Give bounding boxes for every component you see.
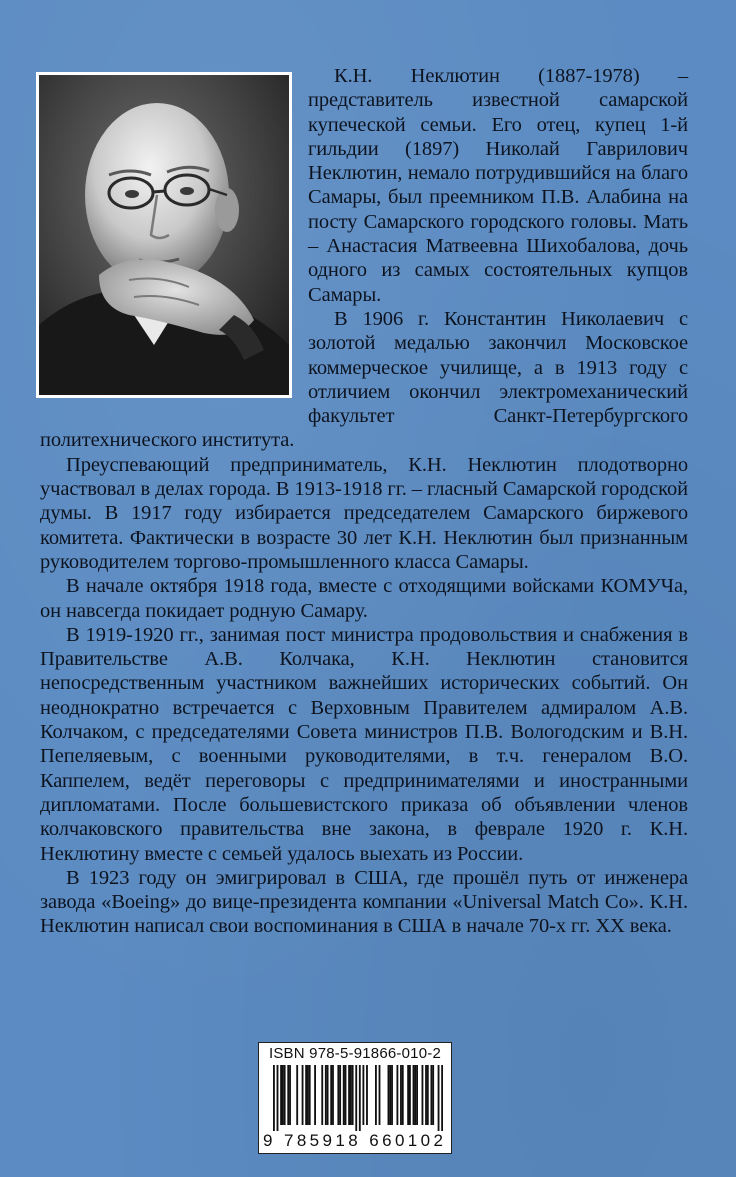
isbn-label: ISBN 978-5-91866-010-2 bbox=[268, 1045, 441, 1062]
barcode-bar bbox=[355, 1065, 357, 1131]
barcode-bar bbox=[330, 1065, 332, 1125]
barcode-bar bbox=[362, 1065, 364, 1125]
isbn-barcode bbox=[258, 1042, 452, 1154]
barcode-bar bbox=[273, 1065, 275, 1131]
barcode-bar bbox=[289, 1065, 291, 1125]
barcode-bars bbox=[273, 1065, 443, 1131]
barcode-bar bbox=[427, 1065, 429, 1125]
barcode-bar bbox=[388, 1065, 390, 1125]
barcode-bar bbox=[307, 1065, 309, 1125]
barcode-bar bbox=[389, 1065, 391, 1125]
barcode-bar bbox=[379, 1065, 381, 1125]
barcode-bar bbox=[438, 1065, 440, 1131]
barcode-bar bbox=[432, 1065, 434, 1125]
barcode-bar bbox=[321, 1065, 323, 1125]
barcode-bar bbox=[332, 1065, 334, 1125]
barcode-bar bbox=[414, 1065, 416, 1125]
barcode-bar bbox=[337, 1065, 339, 1125]
barcode-bar bbox=[425, 1065, 427, 1125]
barcode-bar bbox=[287, 1065, 289, 1125]
barcode-bar bbox=[314, 1065, 316, 1125]
paragraph-5: В 1919-1920 гг., занимая пост министра продовольствия и снабжения в Правительстве А.В. Колчака, К.Н. Неклютин становится непосредственным участником важнейших исторических событий. Он неоднократно встречается с Верховным Правителем адмиралом А.В. Колчаком, с председателями Совета министров П.В. Вологодским и В.Н. Пепеляевым, с военными руководителями, в т.ч. генералом В.О. Каппелем, ведёт переговоры с предпринимателями и иностранными дипломатами. После большевистского приказа об объявлении членов колчаковского правительства вне закона, в феврале 1920 г. К.Н. Неклютину вместе с семьей удалось выехать из России. bbox=[40, 623, 688, 865]
barcode-bar bbox=[339, 1065, 341, 1125]
barcode-bar bbox=[350, 1065, 352, 1125]
paragraph-1: К.Н. Неклютин (1887-1978) – представитель известной самарской купеческой семьи. Его отец, купец 1-й гильдии (1897) Николай Гаврилович Неклютин, немало потрудившийся на благо Самары, был преемником П.В. Алабина на посту Самарского городского головы. Мать – Анастасия Матвеевна Шихобалова, дочь одного из самых состоятельных купцов Самары. bbox=[308, 65, 688, 306]
barcode-bar bbox=[284, 1065, 286, 1125]
barcode-bar bbox=[413, 1065, 415, 1125]
barcode-bar bbox=[325, 1065, 327, 1125]
paragraph-4: В начале октября 1918 года, вместе с отходящими войсками КОМУЧа, он навсегда покидает родную Самару. bbox=[40, 575, 688, 622]
barcode-bar bbox=[302, 1065, 304, 1125]
barcode-bar bbox=[309, 1065, 311, 1125]
barcode-bar bbox=[282, 1065, 284, 1125]
barcode-bar bbox=[409, 1065, 411, 1125]
barcode-bar bbox=[305, 1065, 307, 1125]
barcode-bar bbox=[430, 1065, 432, 1125]
barcode-bar bbox=[359, 1065, 361, 1131]
barcode-bar bbox=[280, 1065, 282, 1125]
barcode-bar bbox=[441, 1065, 443, 1131]
paragraph-2: В 1906 г. Константин Николаевич с золотой медалью закончил Московское коммерческое училище, а в 1913 году с отличием окончил электромеханический факультет Санкт-Петербургского политехнического института. bbox=[40, 307, 688, 452]
barcode-bar bbox=[391, 1065, 393, 1125]
barcode-bar bbox=[400, 1065, 402, 1125]
barcode-bar bbox=[352, 1065, 354, 1125]
barcode-bar bbox=[402, 1065, 404, 1125]
barcode-bar bbox=[343, 1065, 345, 1125]
barcode-bar bbox=[348, 1065, 350, 1125]
annotation-text bbox=[40, 64, 688, 939]
barcode-bar bbox=[327, 1065, 329, 1125]
barcode-bar bbox=[396, 1065, 398, 1125]
paragraph-6: В 1923 году он эмигрировал в США, где прошёл путь от инженера завода «Boeing» до вице-президента компании «Universal Match Co». К.Н. Неклютин написал свои воспоминания в США в начале 70-х гг. XX века. bbox=[40, 866, 688, 938]
paragraph-3: Преуспевающий предприниматель, К.Н. Неклютин плодотворно участвовал в делах города. В 1913-1918 гг. – гласный Самарской городской думы. В 1917 году избирается председателем Самарского биржевого комитета. Фактически в возрасте 30 лет К.Н. Неклютин был признанным руководителем торгово-промышленного класса Самары. bbox=[40, 453, 688, 573]
barcode-bar bbox=[416, 1065, 418, 1125]
barcode-bar bbox=[407, 1065, 409, 1125]
barcode-bar bbox=[366, 1065, 368, 1125]
barcode-bar bbox=[345, 1065, 347, 1125]
barcode-bar bbox=[422, 1065, 424, 1125]
barcode-bar bbox=[375, 1065, 377, 1125]
barcode-bar bbox=[277, 1065, 279, 1131]
photo-wrap-spacer bbox=[40, 64, 308, 408]
ean-digits: 9 785918 660102 bbox=[263, 1131, 447, 1150]
barcode-bar bbox=[296, 1065, 298, 1125]
